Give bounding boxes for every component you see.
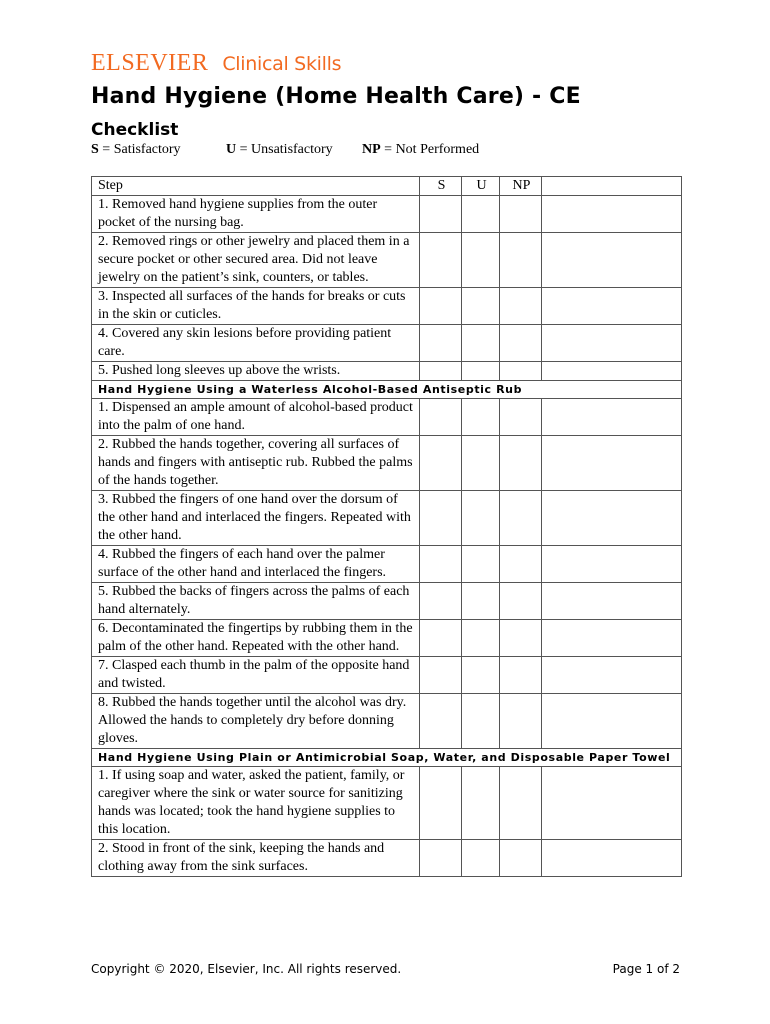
np-checkbox-cell[interactable] [500, 325, 542, 362]
step-text: 5. Rubbed the backs of fingers across the palms of each hand alternately. [92, 583, 420, 620]
s-checkbox-cell[interactable] [420, 657, 462, 694]
checklist-heading: Checklist [91, 120, 179, 140]
blank-cell [542, 288, 682, 325]
table-row [92, 362, 682, 381]
column-header-step: Step [92, 177, 420, 196]
table-row [92, 620, 682, 657]
u-checkbox-cell[interactable] [462, 325, 500, 362]
table-row [92, 694, 682, 749]
np-checkbox-cell[interactable] [500, 196, 542, 233]
u-checkbox-cell[interactable] [462, 546, 500, 583]
brand-name: ELSEVIER [91, 50, 209, 76]
blank-cell [542, 491, 682, 546]
step-text: 2. Stood in front of the sink, keeping the hands and clothing away from the sink surfaces. [92, 840, 420, 877]
u-checkbox-cell[interactable] [462, 399, 500, 436]
np-checkbox-cell[interactable] [500, 767, 542, 840]
u-checkbox-cell[interactable] [462, 767, 500, 840]
table-header-row [92, 177, 682, 196]
step-text: 5. Pushed long sleeves up above the wrists. [92, 362, 420, 381]
step-text: 3. Rubbed the fingers of one hand over the dorsum of the other hand and interlaced the fingers. Repeated with the other hand. [92, 491, 420, 546]
s-checkbox-cell[interactable] [420, 620, 462, 657]
s-checkbox-cell[interactable] [420, 694, 462, 749]
table-row [92, 196, 682, 233]
legend-unsatisfactory: U = Unsatisfactory [226, 142, 333, 157]
s-checkbox-cell[interactable] [420, 840, 462, 877]
blank-cell [542, 767, 682, 840]
u-checkbox-cell[interactable] [462, 694, 500, 749]
step-text: 8. Rubbed the hands together until the alcohol was dry. Allowed the hands to completely dry before donning gloves. [92, 694, 420, 749]
step-text: 2. Rubbed the hands together, covering all surfaces of hands and fingers with antiseptic rub. Rubbed the palms of the hands together. [92, 436, 420, 491]
u-checkbox-cell[interactable] [462, 491, 500, 546]
section-header-row [92, 381, 682, 399]
u-checkbox-cell[interactable] [462, 362, 500, 381]
blank-cell [542, 657, 682, 694]
np-checkbox-cell[interactable] [500, 288, 542, 325]
u-checkbox-cell[interactable] [462, 196, 500, 233]
table-row [92, 233, 682, 288]
page-title: Hand Hygiene (Home Health Care) - CE [91, 84, 581, 109]
step-text: 2. Removed rings or other jewelry and placed them in a secure pocket or other secured area. Did not leave jewelry on the patient’s sink, counters, or tables. [92, 233, 420, 288]
column-header-u: U [462, 177, 500, 196]
blank-cell [542, 233, 682, 288]
s-checkbox-cell[interactable] [420, 767, 462, 840]
table-row [92, 767, 682, 840]
s-checkbox-cell[interactable] [420, 325, 462, 362]
legend-satisfactory: S = Satisfactory [91, 142, 181, 157]
np-checkbox-cell[interactable] [500, 233, 542, 288]
s-checkbox-cell[interactable] [420, 233, 462, 288]
np-checkbox-cell[interactable] [500, 436, 542, 491]
step-text: 6. Decontaminated the fingertips by rubbing them in the palm of the other hand. Repeated with the other hand. [92, 620, 420, 657]
table-row [92, 436, 682, 491]
np-checkbox-cell[interactable] [500, 491, 542, 546]
u-checkbox-cell[interactable] [462, 288, 500, 325]
blank-cell [542, 196, 682, 233]
np-checkbox-cell[interactable] [500, 657, 542, 694]
table-row [92, 657, 682, 694]
u-checkbox-cell[interactable] [462, 657, 500, 694]
table-row [92, 288, 682, 325]
blank-cell [542, 436, 682, 491]
np-checkbox-cell[interactable] [500, 694, 542, 749]
np-checkbox-cell[interactable] [500, 840, 542, 877]
section-title: Hand Hygiene Using Plain or Antimicrobial Soap, Water, and Disposable Paper Towel [92, 749, 682, 767]
s-checkbox-cell[interactable] [420, 491, 462, 546]
s-checkbox-cell[interactable] [420, 583, 462, 620]
np-checkbox-cell[interactable] [500, 399, 542, 436]
section-header-row [92, 749, 682, 767]
section-title: Hand Hygiene Using a Waterless Alcohol-Based Antiseptic Rub [92, 381, 682, 399]
blank-cell [542, 362, 682, 381]
u-checkbox-cell[interactable] [462, 840, 500, 877]
checklist-table [91, 176, 682, 877]
s-checkbox-cell[interactable] [420, 546, 462, 583]
brand-product: Clinical Skills [222, 53, 342, 75]
blank-cell [542, 694, 682, 749]
page-number: Page 1 of 2 [612, 962, 680, 976]
table-row [92, 399, 682, 436]
table-row [92, 325, 682, 362]
step-text: 1. Removed hand hygiene supplies from the outer pocket of the nursing bag. [92, 196, 420, 233]
s-checkbox-cell[interactable] [420, 362, 462, 381]
u-checkbox-cell[interactable] [462, 436, 500, 491]
legend-not-performed: NP = Not Performed [362, 142, 480, 157]
column-header-blank [542, 177, 682, 196]
u-checkbox-cell[interactable] [462, 620, 500, 657]
blank-cell [542, 620, 682, 657]
s-checkbox-cell[interactable] [420, 288, 462, 325]
table-row [92, 491, 682, 546]
blank-cell [542, 546, 682, 583]
table-row [92, 583, 682, 620]
table-row [92, 840, 682, 877]
copyright-notice: Copyright © 2020, Elsevier, Inc. All rights reserved. [91, 962, 402, 976]
np-checkbox-cell[interactable] [500, 583, 542, 620]
step-text: 3. Inspected all surfaces of the hands for breaks or cuts in the skin or cuticles. [92, 288, 420, 325]
np-checkbox-cell[interactable] [500, 620, 542, 657]
elsevier-logo [91, 50, 341, 78]
s-checkbox-cell[interactable] [420, 399, 462, 436]
blank-cell [542, 583, 682, 620]
column-header-np: NP [500, 177, 542, 196]
step-text: 1. Dispensed an ample amount of alcohol-based product into the palm of one hand. [92, 399, 420, 436]
step-text: 4. Rubbed the fingers of each hand over the palmer surface of the other hand and interlaced the fingers. [92, 546, 420, 583]
blank-cell [542, 399, 682, 436]
np-checkbox-cell[interactable] [500, 362, 542, 381]
table-row [92, 546, 682, 583]
blank-cell [542, 325, 682, 362]
step-text: 4. Covered any skin lesions before providing patient care. [92, 325, 420, 362]
s-checkbox-cell[interactable] [420, 436, 462, 491]
step-text: 7. Clasped each thumb in the palm of the opposite hand and twisted. [92, 657, 420, 694]
step-text: 1. If using soap and water, asked the patient, family, or caregiver where the sink or water source for sanitizing hands was located; took the hand hygiene supplies to this location. [92, 767, 420, 840]
s-checkbox-cell[interactable] [420, 196, 462, 233]
np-checkbox-cell[interactable] [500, 546, 542, 583]
blank-cell [542, 840, 682, 877]
u-checkbox-cell[interactable] [462, 583, 500, 620]
column-header-s: S [420, 177, 462, 196]
u-checkbox-cell[interactable] [462, 233, 500, 288]
